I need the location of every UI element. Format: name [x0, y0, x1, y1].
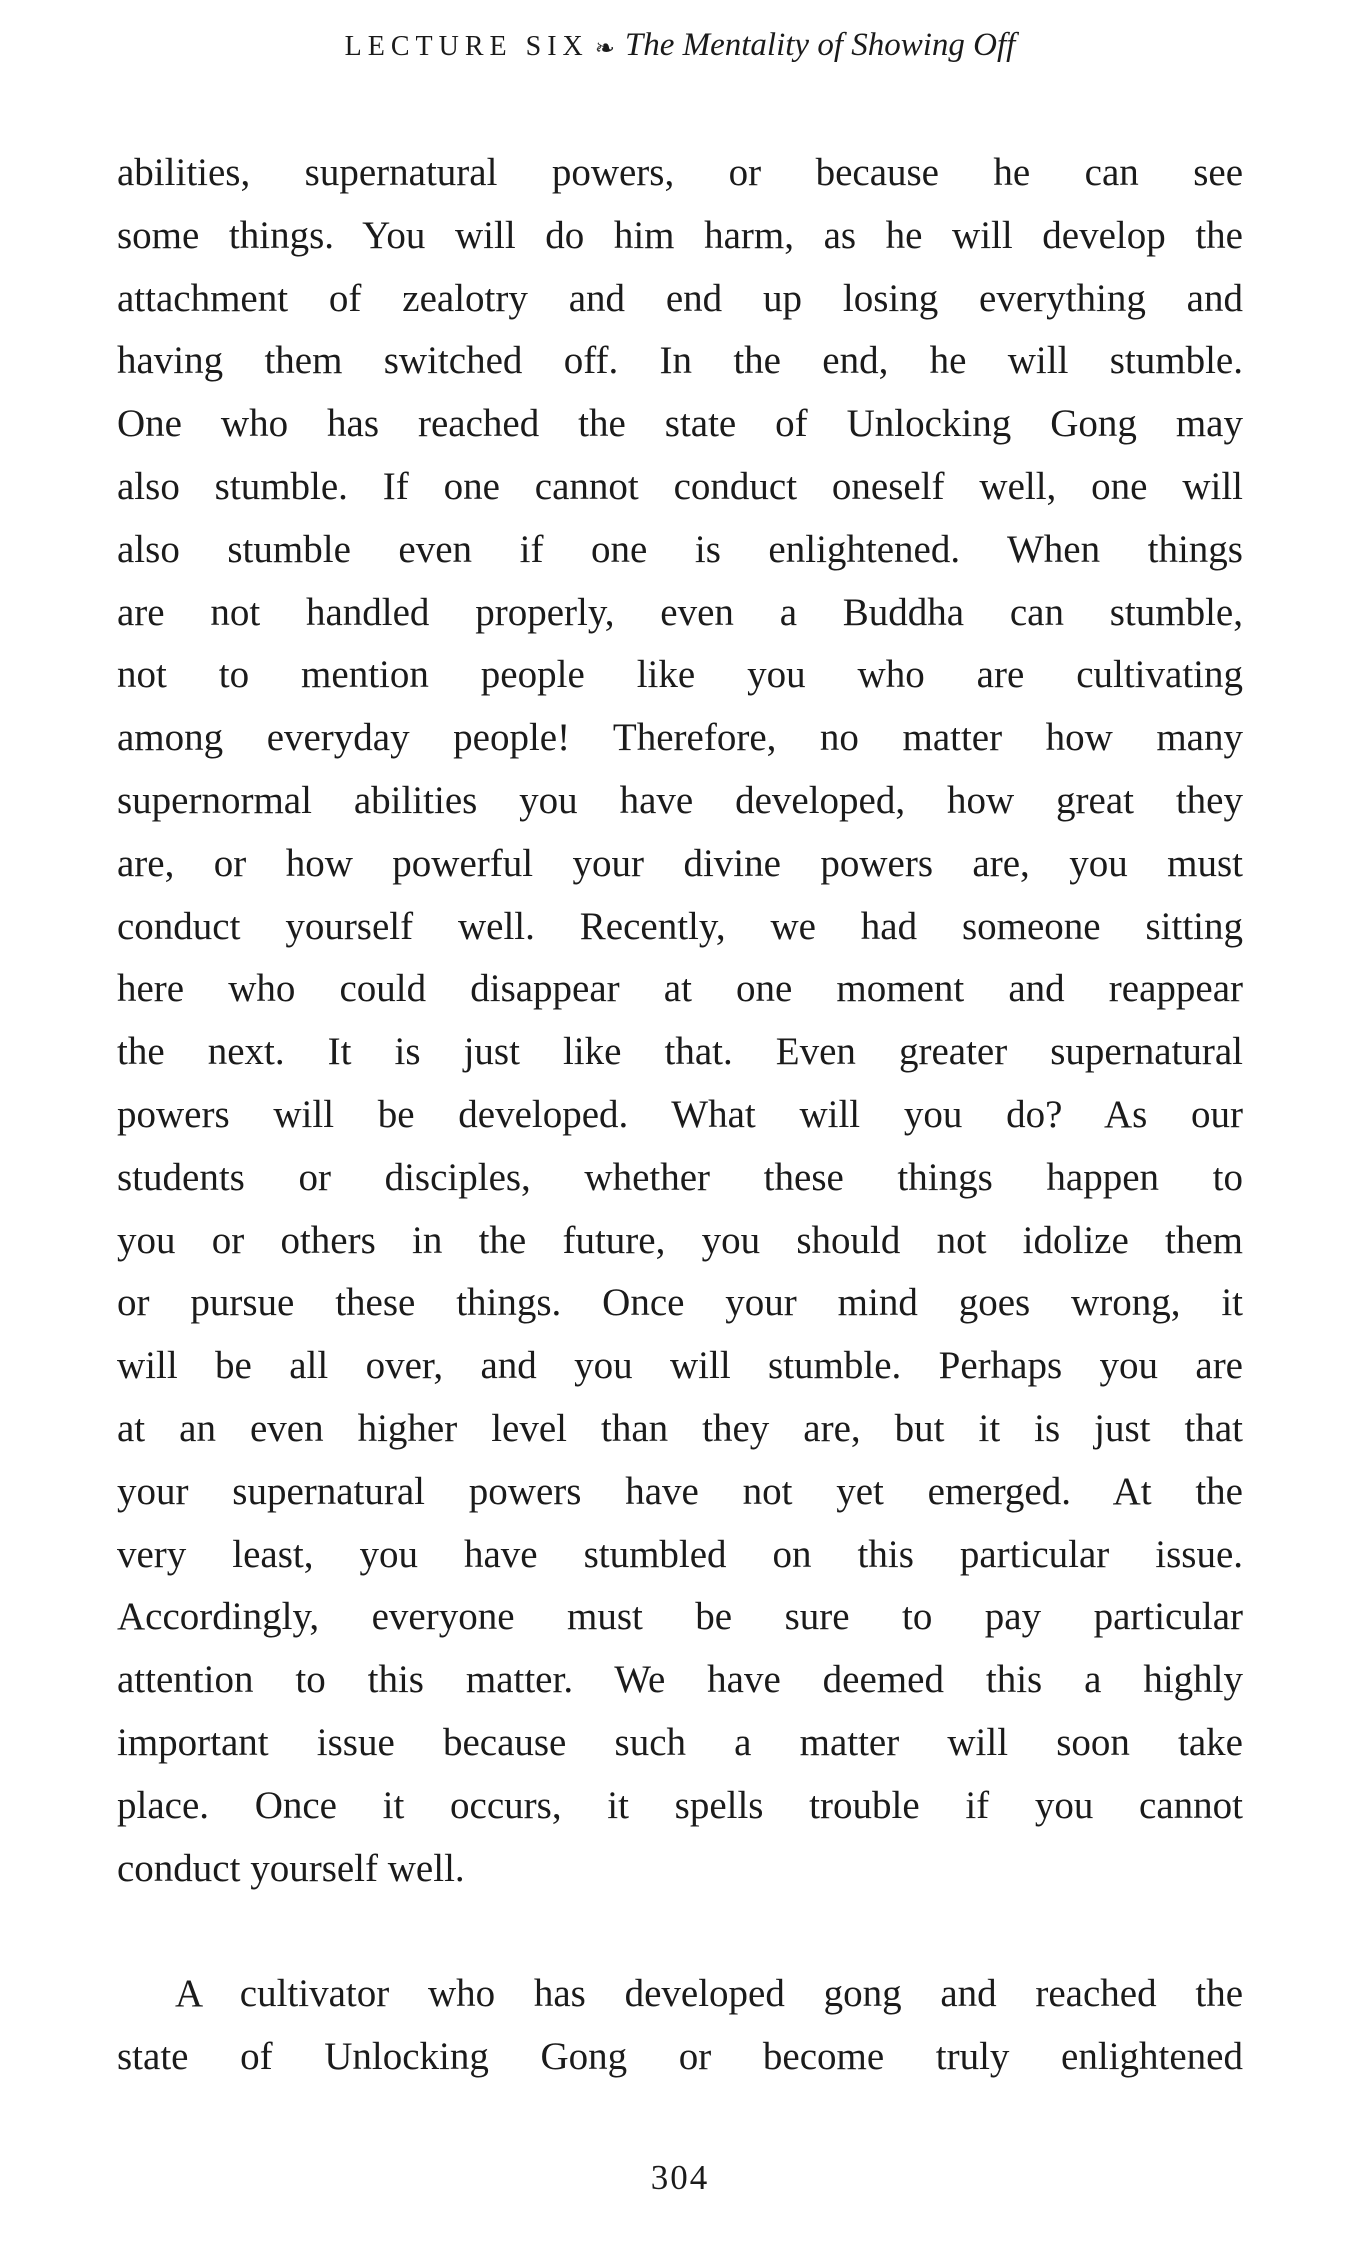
- text-line: students or disciples, whether these things happen to: [117, 1155, 1243, 1199]
- text-line: some things. You will do him harm, as he will develop the: [117, 213, 1243, 257]
- text-line: not to mention people like you who are cultivating: [117, 653, 1243, 697]
- lecture-label: LECTURE SIX: [344, 31, 589, 62]
- text-line: will be all over, and you will stumble. Perhaps you are: [117, 1344, 1243, 1388]
- text-line: powers will be developed. What will you do? As our: [117, 1092, 1243, 1136]
- text-line: One who has reached the state of Unlocking Gong may: [117, 402, 1243, 446]
- paragraph-2: [117, 1963, 1243, 2089]
- hedera-ornament-icon: ❧: [594, 34, 615, 62]
- text-line: are not handled properly, even a Buddha can stumble,: [117, 590, 1243, 634]
- text-line: abilities, supernatural powers, or because he can see: [117, 151, 1243, 194]
- text-line: conduct yourself well.: [117, 1846, 465, 1890]
- text-line: supernormal abilities you have developed, how great they: [117, 778, 1243, 822]
- text-line: at an even higher level than they are, but it is just that: [117, 1406, 1243, 1450]
- text-line: here who could disappear at one moment and reappear: [117, 967, 1243, 1011]
- running-head: [0, 24, 1360, 72]
- text-line: Accordingly, everyone must be sure to pay particular: [117, 1595, 1243, 1639]
- paragraph-1: [117, 142, 1243, 1900]
- page-number: 304: [650, 2158, 710, 2197]
- text-line: or pursue these things. Once your mind goes wrong, it: [117, 1281, 1243, 1325]
- text-line: also stumble even if one is enlightened. When things: [117, 527, 1243, 571]
- text-line: A cultivator who has developed gong and reached the: [175, 1972, 1243, 2016]
- chapter-title: The Mentality of Showing Off: [624, 27, 1016, 63]
- text-line: place. Once it occurs, it spells trouble if you cannot: [117, 1783, 1243, 1827]
- text-block: [117, 142, 1243, 2089]
- text-line: the next. It is just like that. Even greater supernatural: [117, 1030, 1243, 1074]
- text-line: also stumble. If one cannot conduct oneself well, one will: [117, 464, 1243, 508]
- text-line: you or others in the future, you should not idolize them: [117, 1218, 1243, 1262]
- text-line: important issue because such a matter will soon take: [117, 1720, 1243, 1764]
- text-line: are, or how powerful your divine powers are, you must: [117, 841, 1243, 885]
- text-line: conduct yourself well. Recently, we had someone sitting: [117, 904, 1243, 948]
- text-line: having them switched off. In the end, he will stumble.: [117, 339, 1243, 383]
- text-line: attention to this matter. We have deemed this a highly: [117, 1658, 1243, 1702]
- text-line: your supernatural powers have not yet emerged. At the: [117, 1469, 1243, 1513]
- text-line: state of Unlocking Gong or become truly enlightened: [117, 2035, 1243, 2079]
- text-line: very least, you have stumbled on this particular issue.: [117, 1532, 1243, 1576]
- text-line: attachment of zealotry and end up losing everything and: [117, 276, 1243, 320]
- text-line: among everyday people! Therefore, no matter how many: [117, 716, 1243, 760]
